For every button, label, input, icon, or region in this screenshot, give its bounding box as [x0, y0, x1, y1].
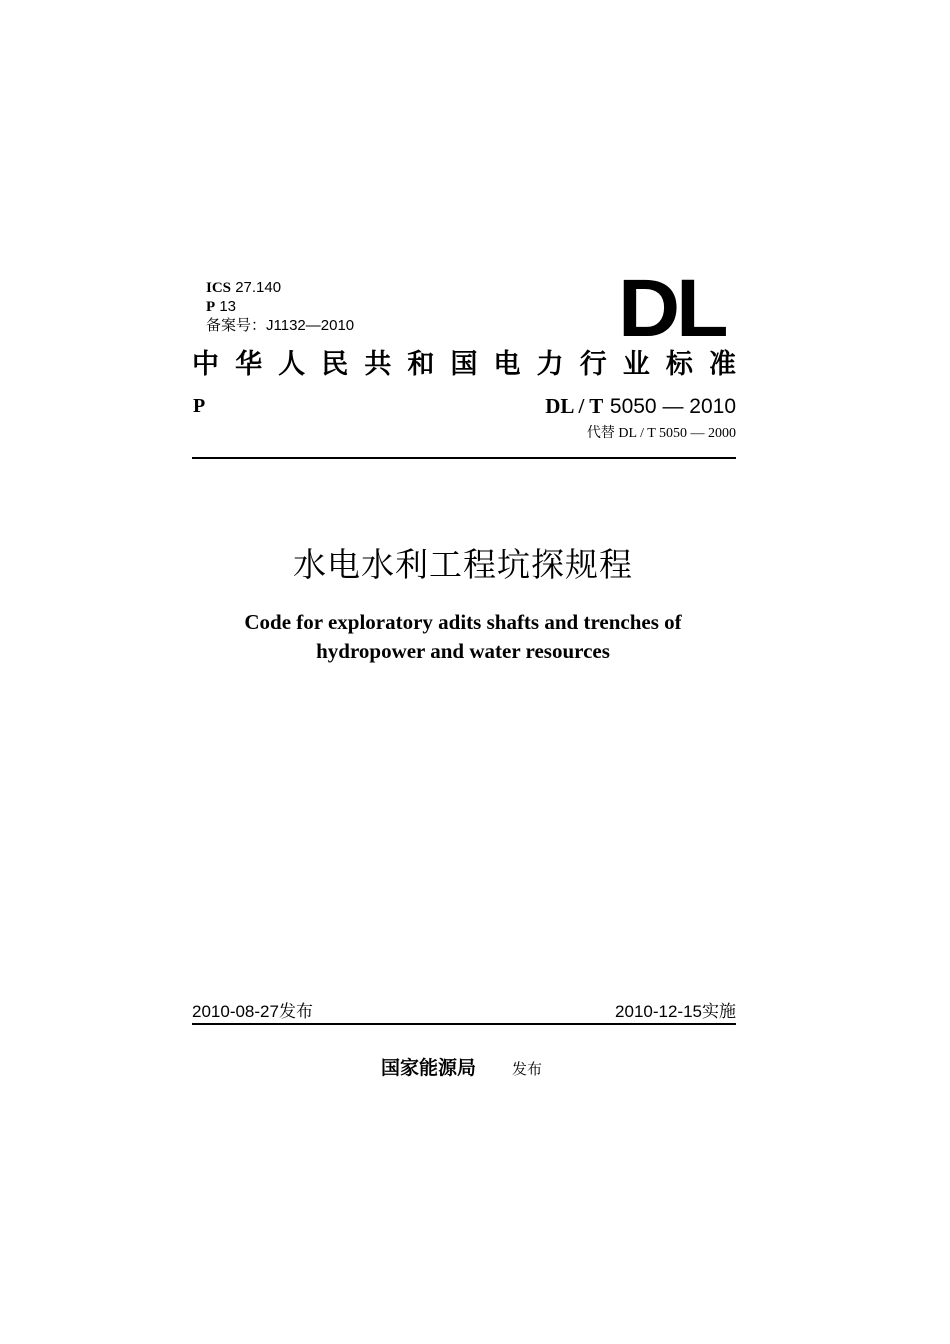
p-value: 13 — [219, 298, 237, 315]
ics-label: ICS — [206, 280, 232, 296]
issue-date: 2010-08-27发布 — [192, 1002, 313, 1021]
implement-date: 2010-12-15实施 — [615, 1002, 736, 1021]
standard-title-char: 和 — [407, 349, 435, 380]
standard-code-number: 5050 — 2010 — [609, 395, 736, 418]
p-label: P — [206, 299, 216, 315]
ics-line — [206, 278, 281, 298]
dl-logo: DL — [618, 263, 725, 354]
standard-code-prefix: DL / T — [545, 394, 604, 418]
p-line — [206, 297, 236, 317]
standard-title-char: 力 — [536, 349, 564, 380]
standard-title-char: 人 — [278, 349, 306, 380]
standard-title-char: 国 — [450, 349, 478, 380]
english-title-line1: Code for exploratory adits shafts and trenches of — [244, 610, 682, 634]
standard-title-char: 中 — [192, 349, 219, 380]
standard-title-char: 行 — [579, 349, 607, 380]
english-title-line2: hydropower and water resources — [316, 639, 610, 663]
standard-title — [192, 345, 736, 385]
standard-title-char: 华 — [235, 349, 263, 380]
standard-title-char: 业 — [622, 349, 650, 380]
standard-title-char: 标 — [665, 349, 693, 380]
filing-label: 备案号： — [206, 317, 267, 334]
publisher-name: 国家能源局 — [381, 1057, 477, 1079]
header-divider — [192, 457, 736, 459]
standard-code — [545, 393, 736, 420]
chinese-title: 水电水利工程坑探规程 — [293, 545, 633, 584]
standard-title-char: 共 — [364, 349, 392, 380]
class-letter: P — [193, 395, 206, 417]
publish-word: 发布 — [512, 1060, 543, 1078]
standard-title-char: 准 — [708, 349, 736, 380]
footer-divider — [192, 1023, 736, 1025]
standard-title-char: 电 — [493, 349, 521, 380]
replaces-note: 代替 DL / T 5050 — 2000 — [586, 426, 736, 441]
filing-value: J1132—2010 — [266, 317, 355, 334]
standard-title-char: 民 — [321, 349, 349, 380]
ics-value: 27.140 — [235, 279, 282, 296]
filing-line — [206, 316, 354, 335]
